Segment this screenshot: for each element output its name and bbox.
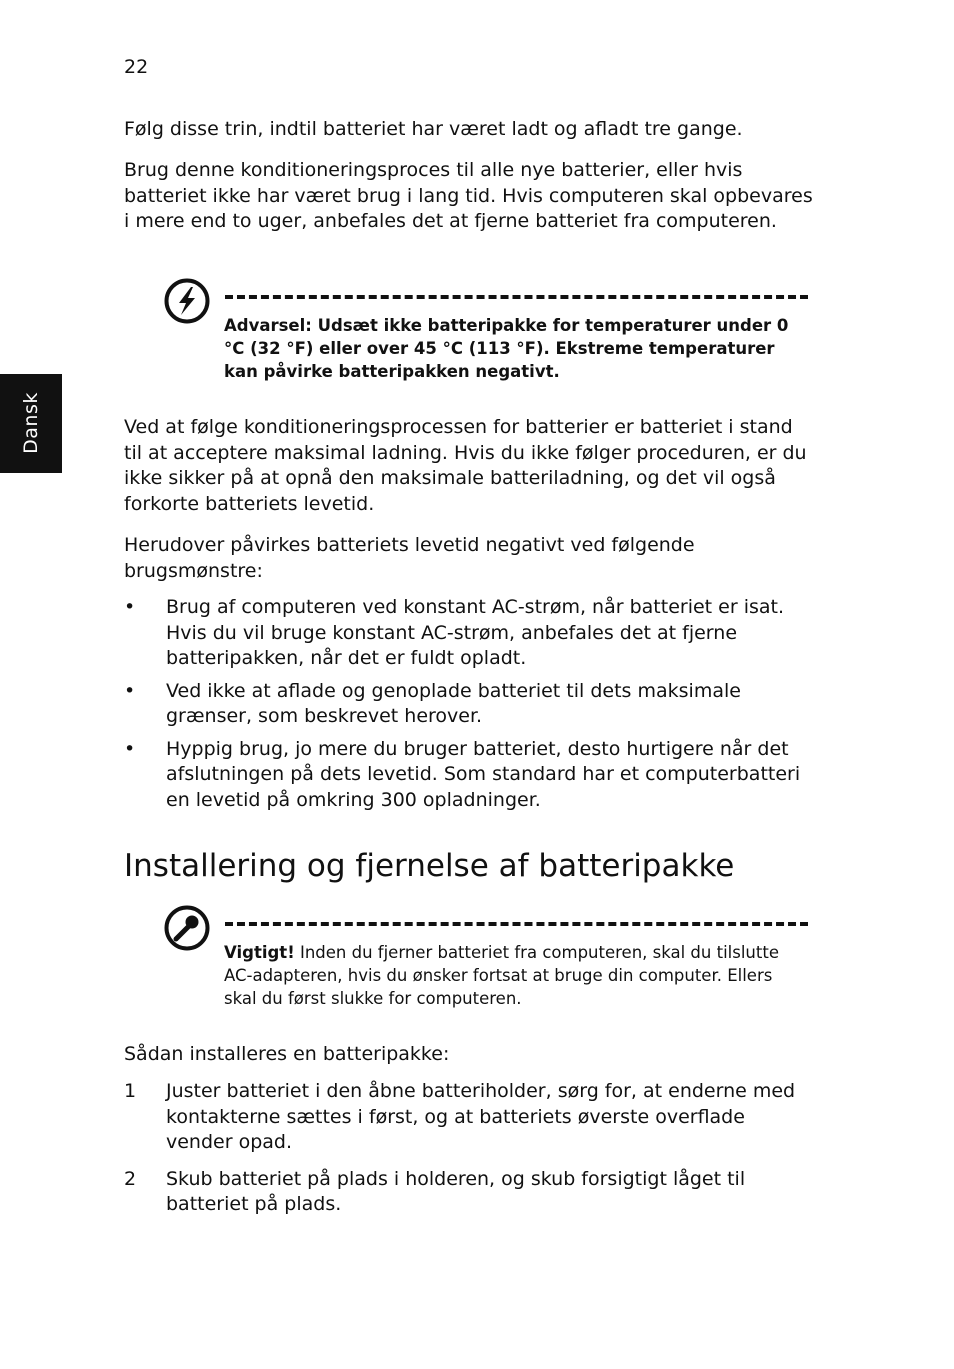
paragraph-conditioning: Brug denne konditioneringsproces til alle nye batterier, eller hvis batteriet ikke har været brug i lang tid. Hvis computeren skal opbevares i mere end to uger, anbefales det at fjerne batteriet fra computeren. (124, 159, 813, 232)
list-item (124, 1167, 814, 1218)
install-steps-list (124, 1079, 814, 1218)
step-number: 1 (124, 1080, 137, 1102)
step-text: Juster batteriet i den åbne batteriholder, sørg for, at enderne med kontakterne sættes i først, og at batteriets øverste overflade vender opad. (166, 1080, 796, 1153)
list-item (124, 679, 814, 730)
paragraph-usage-intro: Herudover påvirkes batteriets levetid negativt ved følgende brugsmønstre: (124, 534, 695, 582)
bullet-marker: • (124, 737, 136, 760)
list-item (124, 1079, 814, 1156)
important-text (224, 941, 794, 1010)
important-divider (225, 922, 808, 926)
paragraph-install-intro: Sådan installeres en batteripakke: (124, 1043, 450, 1065)
important-note (164, 905, 814, 1020)
list-item-text: Brug af computeren ved konstant AC-strøm, når batteriet er isat. Hvis du vil bruge konstant AC-strøm, anbefales det at fjerne batteripakken, når det er fuldt opladt. (166, 596, 785, 669)
warning-divider (225, 295, 808, 299)
list-item-text: Hyppig brug, jo mere du bruger batteriet, desto hurtigere når det afslutningen på dets levetid. Som standard har et computerbatteri en levetid på omkring 300 opladninger. (166, 737, 801, 811)
usage-bullet-list (124, 595, 814, 813)
step-text: Skub batteriet på plads i holderen, og skub forsigtigt låget til batteriet på plads. (166, 1167, 746, 1215)
language-tab-label: Dansk (20, 392, 42, 454)
page-number: 22 (124, 56, 149, 78)
bullet-marker: • (124, 679, 136, 702)
section-heading: Installering og fjernelse af batteripakke (124, 848, 735, 884)
important-icon (164, 905, 210, 951)
important-label: Vigtigt! (224, 943, 295, 962)
language-tab (0, 374, 62, 473)
warning-text: Advarsel: Udsæt ikke batteripakke for temperaturer under 0 °C (32 °F) eller over 45 °C (113 °F). Ekstreme temperaturer kan påvirke batteripakken negativt. (224, 316, 789, 381)
warning-icon (164, 278, 210, 324)
paragraph-benefits: Ved at følge konditioneringsprocessen for batterier er batteriet i stand til at acceptere maksimal ladning. Hvis du ikke følger proceduren, er du ikke sikker på at opnå den maksimale batteriladning, og det vil også forkorte batteriets levetid. (124, 416, 807, 515)
warning-note (164, 278, 814, 393)
list-item (124, 737, 814, 814)
list-item (124, 595, 814, 672)
step-number: 2 (124, 1167, 137, 1190)
important-body: Inden du fjerner batteriet fra computeren, skal du tilslutte AC-adapteren, hvis du ønsker fortsat at bruge din computer. Ellers skal du først slukke for computeren. (224, 943, 779, 1008)
bullet-marker: • (124, 596, 136, 618)
list-item-text: Ved ikke at aflade og genoplade batteriet til dets maksimale grænser, som beskrevet herover. (166, 679, 741, 727)
paragraph-charge-cycles: Følg disse trin, indtil batteriet har været ladt og afladt tre gange. (124, 118, 743, 140)
